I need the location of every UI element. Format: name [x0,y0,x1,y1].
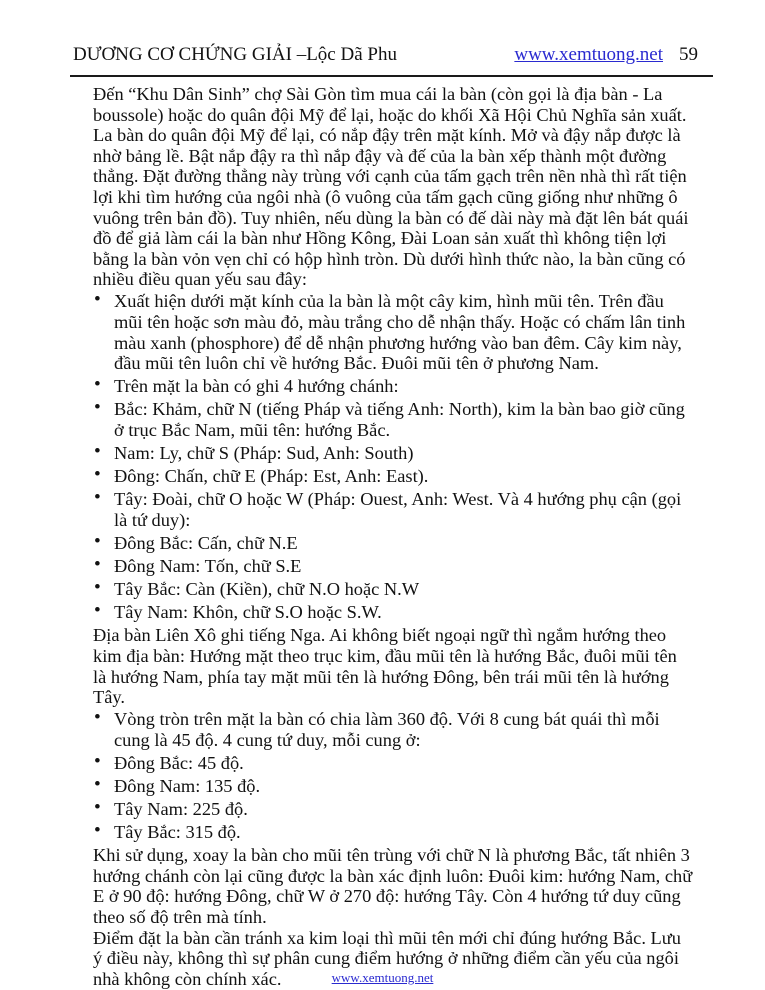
list-item: • Đông Bắc: 45 độ. [93,753,693,774]
intro-paragraph: Đến “Khu Dân Sinh” chợ Sài Gòn tìm mua cái la bàn (còn gọi là địa bàn - La boussole) hoặc do quân đội Mỹ để lại, hoặc do khối Xã Hội Chủ Nghĩa sản xuất. La bàn do quân đội Mỹ để lại, có nắp đậy trên mặt kính. Mở và đậy nắp được là nhờ bảng lề. Bật nắp đậy ra thì nắp đậy và đế của la bàn xếp thành một đường thẳng. Đặt đường thẳng này trùng với cạnh của tấm gạch trên nền nhà thì rất tiện lợi khi tìm hướng của ngôi nhà (ô vuông của tấm gạch cũng giống như những ô vuông trên bản đồ). Tuy nhiên, nếu dùng la bàn có đế dài này mà đặt lên bát quái đồ để giả làm cái la bàn như Hồng Kông, Đài Loan sản xuất thì không tiện lợi bằng la bàn vỏn vẹn chỉ có hộp hình tròn. Dù dưới hình thức nào, la bàn cũng có nhiều điều quan yếu sau đây: [93,84,689,290]
list-item: • Tây: Đoài, chữ O hoặc W (Pháp: Ouest, Anh: West. Và 4 hướng phụ cận (gọi là tứ duy): [93,489,693,530]
list-item: • Tây Bắc: Càn (Kiền), chữ N.O hoặc N.W [93,579,693,600]
list-item: • Tây Nam: Khôn, chữ S.O hoặc S.W. [93,602,693,623]
list-item: • Đông Nam: 135 độ. [93,776,693,797]
header-divider [70,75,713,77]
list-item: • Trên mặt la bàn có ghi 4 hướng chánh: [93,376,693,397]
lien-xo-paragraph: Địa bàn Liên Xô ghi tiếng Nga. Ai không biết ngoại ngữ thì ngắm hướng theo kim địa bàn: Hướng mặt theo trục kim, đầu mũi tên là hướng Bắc, đuôi mũi tên là hướng Nam, phía tay mặt mũi tên là hướng Đông, bên trái mũi tên là hướng Tây. [93,625,677,708]
warning-paragraph: Điểm đặt la bàn cần tránh xa kim loại thì mũi tên mới chỉ đúng hướng Bắc. Lưu ý điều này, không thì sự phân cung điểm hướng ở những điểm cần yếu của ngôi nhà không còn chính xác. [93,927,681,989]
list-item: • Đông: Chấn, chữ E (Pháp: Est, Anh: East). [93,466,693,487]
header-right-group [514,44,712,66]
document-title: DƯƠNG CƠ CHỨNG GIẢI –Lộc Dã Phu [73,44,397,65]
page-number: 59 [679,44,698,65]
document-body [93,84,693,989]
list-item: • Xuất hiện dưới mặt kính của la bàn là một cây kim, hình mũi tên. Trên đầu mũi tên hoặc sơn màu đỏ, màu trắng cho dễ nhận thấy. Hoặc có chấm lân tinh màu xanh (phosphore) để dễ nhận phương hướng vào ban đêm. Cây kim này, đầu mũi tên luôn chỉ về hướng Bắc. Đuôi mũi tên ở phương Nam. [93,291,693,373]
list-item: • Đông Nam: Tốn, chữ S.E [93,556,693,577]
list-item: • Tây Bắc: 315 độ. [93,822,693,843]
compass-bullet-list [93,291,693,622]
list-item: • Tây Nam: 225 độ. [93,799,693,820]
list-item: • Nam: Ly, chữ S (Pháp: Sud, Anh: South) [93,443,693,464]
footer-website-link[interactable]: www.xemtuong.net [331,970,434,985]
list-item: • Vòng tròn trên mặt la bàn có chia làm 360 độ. Với 8 cung bát quái thì mỗi cung là 45 độ. 4 cung tứ duy, mỗi cung ở: [93,709,693,750]
list-item: • Đông Bắc: Cấn, chữ N.E [93,533,693,554]
page-header [73,44,712,66]
usage-paragraph: Khi sử dụng, xoay la bàn cho mũi tên trùng với chữ N là phương Bắc, tất nhiên 3 hướng chánh còn lại cũng được la bàn xác định luôn: Đuôi kim: hướng Nam, chữ E ở 90 độ: hướng Đông, chữ W ở 270 độ: hướng Tây. Còn 4 hướng tứ duy cũng theo số độ trên mà tính. [93,845,693,928]
list-item: • Bắc: Khảm, chữ N (tiếng Pháp và tiếng Anh: North), kim la bàn bao giờ cũng ở trục Bắc Nam, mũi tên: hướng Bắc. [93,399,693,440]
degrees-bullet-list [93,709,693,843]
header-website-link[interactable]: www.xemtuong.net [514,44,663,65]
page-footer [0,970,765,986]
